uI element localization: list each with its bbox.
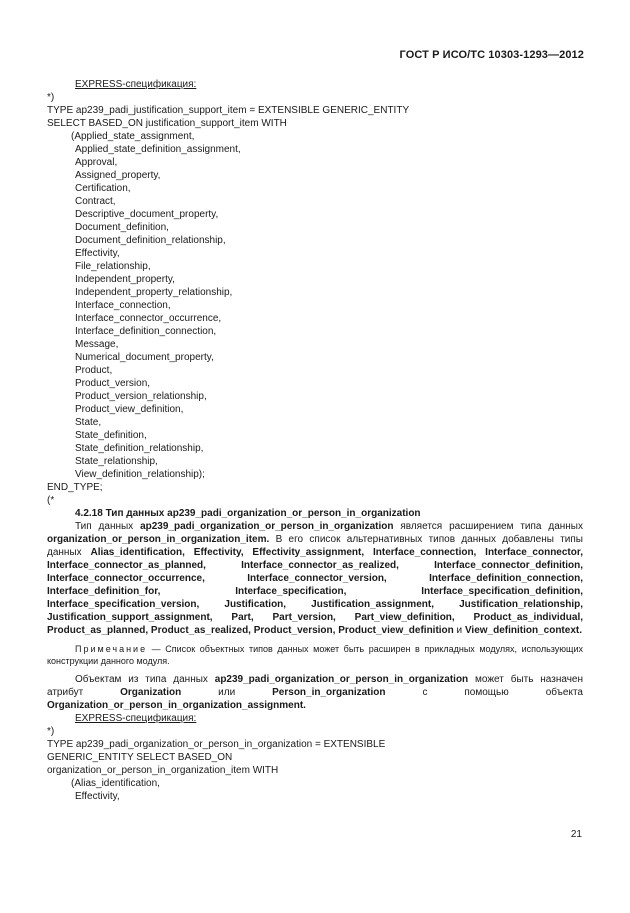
comment-close: *) xyxy=(47,92,55,103)
text-run: Alias_identification, Effectivity, Effectivity_assignment, Interface_connection, Interface_connector, Interface_connector_as_planned, Interface_connector_as_realized, Interface_connector_definition, Interface_connector_occurrence, Interface_connector_version, Interface_definition_connection, Interface_definition_for, Interface_specification, Interface_specification_definition, Interface_specification_version, Justification, Justification_assignment, Justification_relationship, Justification_support_assignment, Part, Part_version, Part_view_definition, Product_as_individual, Product_as_planned, Product_as_realized, Product_version, Product_view_definition xyxy=(47,547,583,636)
text-run: Тип данных xyxy=(75,521,141,532)
select-item: Contract, xyxy=(75,196,116,207)
select-item: Interface_connector_occurrence, xyxy=(75,313,222,324)
select-item: Product_version_relationship, xyxy=(75,391,207,402)
end-type: END_TYPE; xyxy=(47,482,103,493)
text-run: ap239_padi_organization_or_person_in_organization xyxy=(214,674,469,685)
select-item: Product_view_definition, xyxy=(75,404,184,415)
select-item: State_definition, xyxy=(75,430,147,441)
paragraph-assignment xyxy=(47,673,583,712)
note-text: — Список объектных типов данных может быть расширен в прикладных модулях, использующих конструкции данного модуля. xyxy=(47,644,583,666)
type-declaration-line: TYPE ap239_padi_justification_support_item = EXTENSIBLE GENERIC_ENTITY xyxy=(47,105,410,116)
text-run: Person_in_organization xyxy=(272,687,386,698)
text-run: Organization xyxy=(120,687,182,698)
text-run: является расширением типа данных xyxy=(393,521,583,532)
select-item: Applied_state_definition_assignment, xyxy=(75,144,241,155)
type-declaration-line: organization_or_person_in_organization_item WITH xyxy=(47,765,279,776)
express-spec-label: EXPRESS-спецификация: xyxy=(75,713,197,724)
section-heading: 4.2.18 Тип данных ap239_padi_organization_or_person_in_organization xyxy=(75,508,421,519)
paragraph-description xyxy=(47,520,583,637)
page-body xyxy=(47,78,583,803)
select-item: Message, xyxy=(75,339,119,350)
text-run: ap239_padi_organization_or_person_in_organization xyxy=(140,521,394,532)
select-item: State_relationship, xyxy=(75,456,158,467)
note xyxy=(47,643,583,667)
text-run: В его список альтернативных типов данных добавлены типы данных xyxy=(47,534,583,558)
type-declaration-line: SELECT BASED_ON justification_support_item WITH xyxy=(47,118,287,129)
express-spec-label: EXPRESS-спецификация: xyxy=(75,79,197,90)
select-item: Product, xyxy=(75,365,113,376)
text-run: или xyxy=(181,687,273,698)
select-item: File_relationship, xyxy=(75,261,151,272)
select-item: Effectivity, xyxy=(75,791,120,802)
select-item-list xyxy=(47,777,583,803)
select-item: Certification, xyxy=(75,183,131,194)
select-item: Document_definition, xyxy=(75,222,169,233)
select-item: Assigned_property, xyxy=(75,170,161,181)
text-run: может быть назначен атрибут xyxy=(47,674,583,698)
page-number: 21 xyxy=(570,829,582,840)
select-item: Independent_property_relationship, xyxy=(75,287,233,298)
select-item: Product_version, xyxy=(75,378,151,389)
select-item: Approval, xyxy=(75,157,118,168)
select-item-list xyxy=(47,130,583,481)
select-item: State, xyxy=(75,417,102,428)
text-run: View_definition_context. xyxy=(464,625,582,636)
text-run: и xyxy=(453,625,465,636)
text-run: organization_or_person_in_organization_item. xyxy=(47,534,270,545)
select-item: Interface_definition_connection, xyxy=(75,326,217,337)
type-declaration-line: GENERIC_ENTITY SELECT BASED_ON xyxy=(47,752,233,763)
select-item: State_definition_relationship, xyxy=(75,443,204,454)
text-run: Объектам из типа данных xyxy=(75,674,215,685)
text-run: Organization_or_person_in_organization_assignment. xyxy=(47,700,306,711)
text-run: с помощью объекта xyxy=(385,687,583,698)
select-item: Interface_connection, xyxy=(75,300,171,311)
note-label: Примечание xyxy=(75,644,148,654)
select-item: Effectivity, xyxy=(75,248,120,259)
select-item: Independent_property, xyxy=(75,274,175,285)
comment-close: *) xyxy=(47,726,55,737)
select-item: Descriptive_document_property, xyxy=(75,209,219,220)
select-item: (Applied_state_assignment, xyxy=(71,131,195,142)
comment-open: (* xyxy=(47,495,55,506)
select-item: Numerical_document_property, xyxy=(75,352,214,363)
type-declaration-line: TYPE ap239_padi_organization_or_person_in_organization = EXTENSIBLE xyxy=(47,739,386,750)
select-item: View_definition_relationship); xyxy=(75,469,205,480)
select-item: Document_definition_relationship, xyxy=(75,235,226,246)
document-header: ГОСТ Р ИСО/ТС 10303-1293—2012 xyxy=(399,49,584,61)
select-item: (Alias_identification, xyxy=(71,778,160,789)
